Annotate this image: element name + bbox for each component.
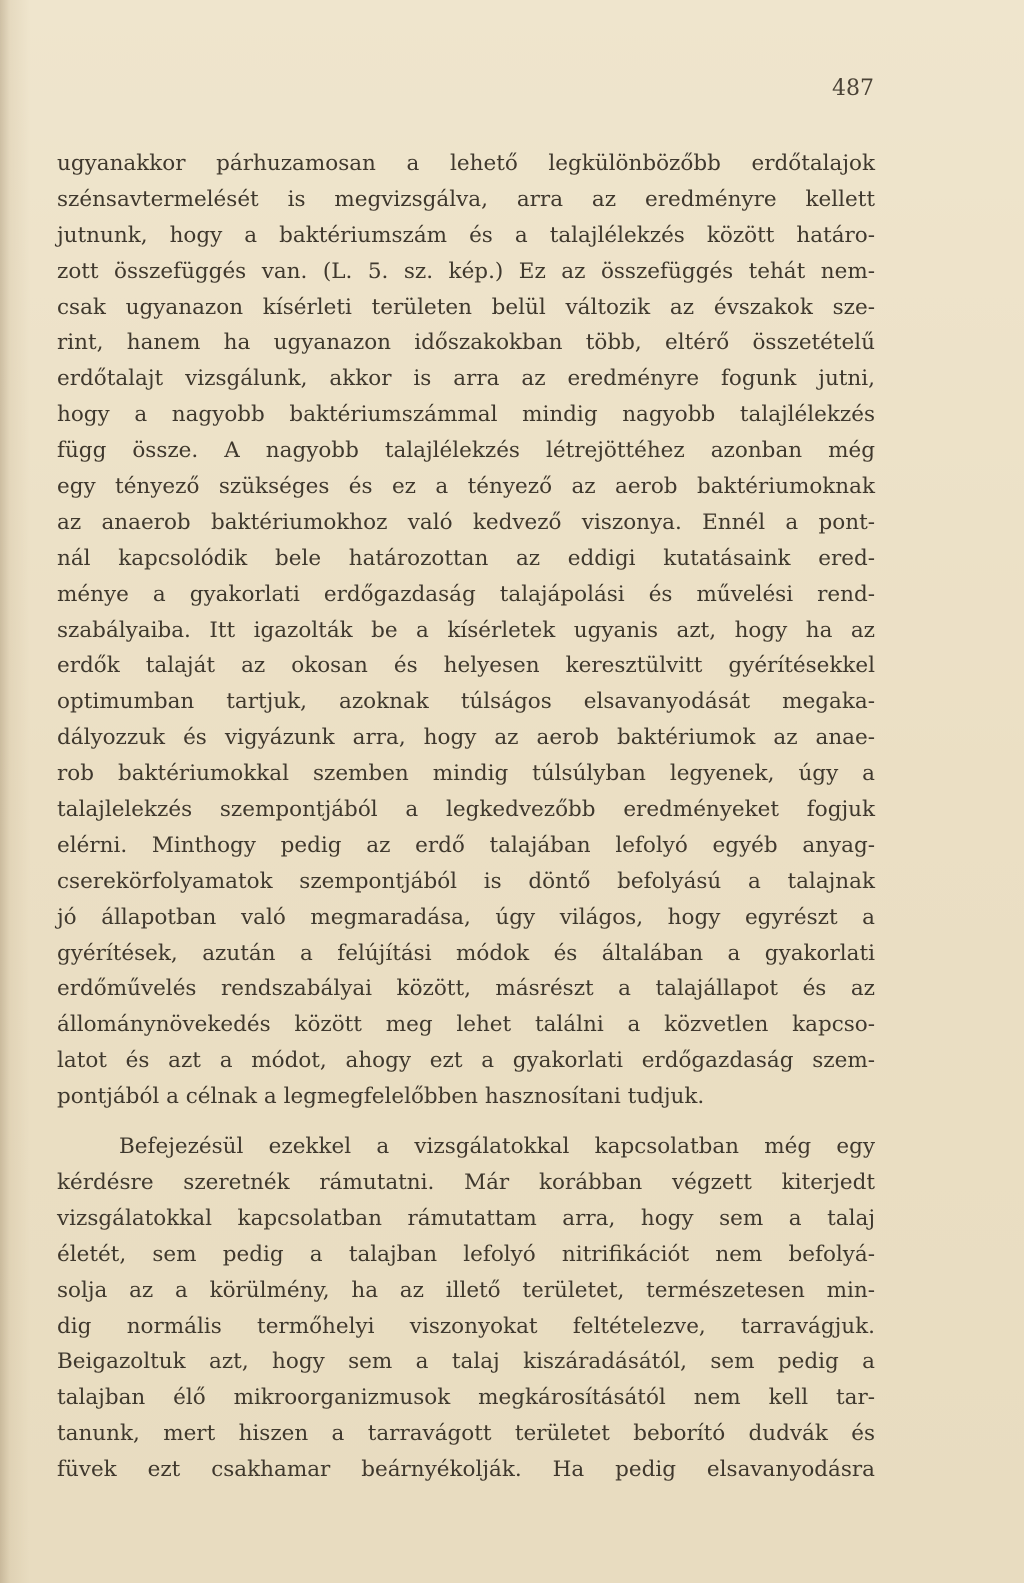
paragraph-1 bbox=[57, 146, 875, 1115]
text-line: cserekörfolyamatok szempontjából is döntő befolyású a talajnak bbox=[57, 868, 875, 894]
text-line: szabályaiba. Itt igazolták be a kísérletek ugyanis azt, hogy ha az bbox=[57, 617, 875, 643]
text-line: vizsgálatokkal kapcsolatban rámutattam arra, hogy sem a talaj bbox=[57, 1205, 875, 1231]
text-line: ugyanakkor párhuzamosan a lehető legkülönbözőbb erdőtalajok bbox=[57, 151, 875, 176]
text-line: erdőművelés rendszabályai között, másrészt a talajállapot és az bbox=[57, 976, 875, 1002]
text-line: pontjából a célnak a legmegfelelőbben hasznosítani tudjuk. bbox=[57, 1084, 705, 1110]
text-line: dig normális termőhelyi viszonyokat feltételezve, tarravágjuk. bbox=[57, 1313, 875, 1339]
text-line: állománynövekedés között meg lehet találni a közvetlen kapcso- bbox=[57, 1012, 875, 1038]
text-line: talajlelekzés szempontjából a legkedvezőbb eredményeket fogjuk bbox=[57, 797, 875, 823]
text-line: csak ugyanazon kísérleti területen belül változik az évszakok sze- bbox=[57, 294, 875, 320]
text-line: tanunk, mert hiszen a tarravágott területet beborító dudvák és bbox=[57, 1421, 875, 1447]
text-line: ménye a gyakorlati erdőgazdaság talajápolási és művelési rend- bbox=[57, 581, 875, 607]
text-line: füvek ezt csakhamar beárnyékolják. Ha pedig elsavanyodásra bbox=[57, 1457, 875, 1483]
text-line: talajban élő mikroorganizmusok megkárosításától nem kell tar- bbox=[57, 1385, 875, 1411]
text-line: latot és azt a módot, ahogy ezt a gyakorlati erdőgazdaság szem- bbox=[57, 1048, 875, 1074]
text-line: Beigazoltuk azt, hogy sem a talaj kiszáradásától, sem pedig a bbox=[57, 1349, 875, 1375]
text-line: az anaerob baktériumokhoz való kedvező viszonya. Ennél a pont- bbox=[57, 509, 875, 535]
text-line: jutnunk, hogy a baktériumszám és a talajlélekzés között határo- bbox=[57, 222, 875, 248]
text-line: jó állapotban való megmaradása, úgy világos, hogy egyrészt a bbox=[57, 904, 875, 930]
text-line: erdőtalajt vizsgálunk, akkor is arra az eredményre fogunk jutni, bbox=[57, 366, 875, 392]
page-number: 487 bbox=[832, 76, 874, 101]
text-line: rob baktériumokkal szemben mindig túlsúlyban legyenek, úgy a bbox=[57, 761, 875, 787]
paragraph-spacer bbox=[57, 1115, 875, 1129]
text-line: dályozzuk és vigyázunk arra, hogy az aerob baktériumok az anae- bbox=[57, 725, 875, 751]
text-line: erdők talaját az okosan és helyesen keresztülvitt gyérítésekkel bbox=[57, 653, 875, 679]
text-line: szénsavtermelését is megvizsgálva, arra az eredményre kellett bbox=[57, 186, 875, 212]
text-line: függ össze. A nagyobb talajlélekzés létrejöttéhez azonban még bbox=[57, 438, 875, 464]
text-line: rint, hanem ha ugyanazon időszakokban több, eltérő összetételű bbox=[57, 330, 875, 356]
text-line: nál kapcsolódik bele határozottan az eddigi kutatásaink ered- bbox=[57, 545, 875, 571]
text-line: optimumban tartjuk, azoknak túlságos elsavanyodását megaka- bbox=[57, 689, 875, 715]
text-line: Befejezésül ezekkel a vizsgálatokkal kapcsolatban még egy bbox=[119, 1134, 875, 1160]
text-line: életét, sem pedig a talajban lefolyó nitrifikációt nem befolyá- bbox=[57, 1241, 875, 1267]
body-text bbox=[57, 146, 875, 1488]
text-line: zott összefüggés van. (L. 5. sz. kép.) Ez az összefüggés tehát nem- bbox=[57, 258, 875, 284]
text-line: solja az a körülmény, ha az illető területet, természetesen min- bbox=[57, 1277, 875, 1303]
paragraph-2 bbox=[57, 1129, 875, 1488]
text-line: egy tényező szükséges és ez a tényező az aerob baktériumoknak bbox=[57, 474, 875, 500]
text-line: hogy a nagyobb baktériumszámmal mindig nagyobb talajlélekzés bbox=[57, 402, 875, 428]
text-line: kérdésre szeretnék rámutatni. Már korábban végzett kiterjedt bbox=[57, 1169, 875, 1195]
text-line: elérni. Minthogy pedig az erdő talajában lefolyó egyéb anyag- bbox=[57, 832, 875, 858]
text-line: gyérítések, azután a felújítási módok és általában a gyakorlati bbox=[57, 940, 875, 966]
